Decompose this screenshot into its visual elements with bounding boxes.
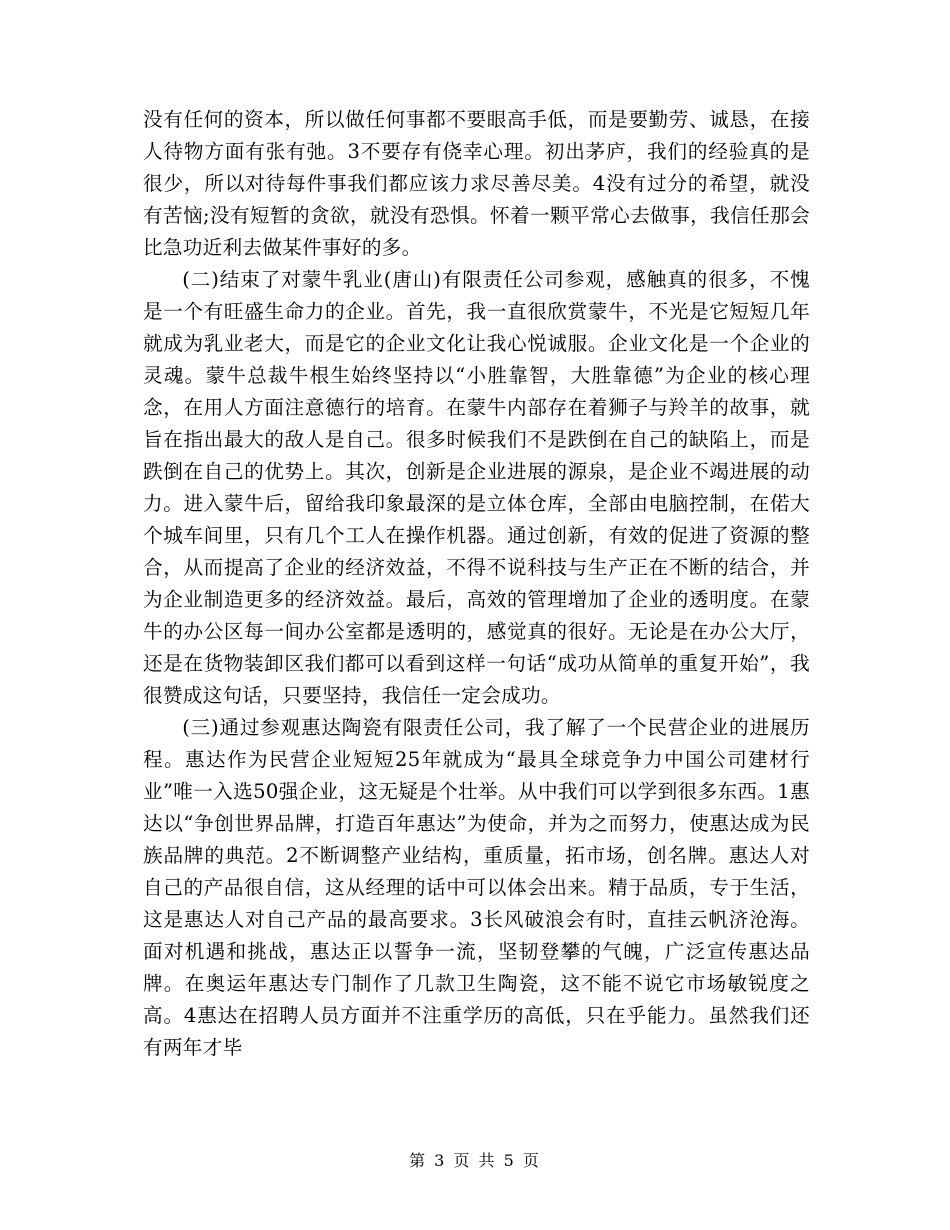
paragraph-continuation: 没有任何的资本，所以做任何事都不要眼高手低，而是要勤劳、诚恳，在接人待物方面有张有弛。3不要存有侥幸心理。初出茅庐，我们的经验真的是很少，所以对待每件事我们都应该力求尽善尽美。4没有过分的希望，就没有苦恼;没有短暂的贪欲，就没有恐惧。怀着一颗平常心去做事，我信任那会比急功近利去做某件事好的多。 [143,108,810,259]
paragraph-huida-visit: (三)通过参观惠达陶瓷有限责任公司，我了解了一个民营企业的进展历程。惠达作为民营企业短短25年就成为“最具全球竞争力中国公司建材行业”唯一入选50强企业，这无疑是个壮举。从中我们可以学到很多东西。1惠达以“争创世界品牌，打造百年惠达”为使命，并为之而努力，使惠达成为民族品牌的典范。2不断调整产业结构，重质量，拓市场，创名牌。惠达人对自己的产品很自信，这从经理的话中可以体会出来。精于品质，专于生活，这是惠达人对自己产品的最高要求。3长风破浪会有时，直挂云帆济沧海。面对机遇和挑战，惠达正以誓争一流，坚韧登攀的气魄，广泛宣传惠达品牌。在奥运年惠达专门制作了几款卫生陶瓷，这不能不说它市场敏锐度之高。4惠达在招聘人员方面并不注重学历的高低，只在乎能力。虽然我们还有两年才毕 [143,716,810,1059]
paragraph-mengniu-visit: (二)结束了对蒙牛乳业(唐山)有限责任公司参观，感触真的很多，不愧是一个有旺盛生命力的企业。首先，我一直很欣赏蒙牛，不光是它短短几年就成为乳业老大，而是它的企业文化让我心悦诚服。企业文化是一个企业的灵魂。蒙牛总裁牛根生始终坚持以“小胜靠智，大胜靠德”为企业的核心理念，在用人方面注意德行的培育。在蒙牛内部存在着狮子与羚羊的故事，就旨在指出最大的敌人是自己。很多时候我们不是跌倒在自己的缺陷上，而是跌倒在自己的优势上。其次，创新是企业进展的源泉，是企业不竭进展的动力。进入蒙牛后，留给我印象最深的是立体仓库，全部由电脑控制，在偌大个城车间里，只有几个工人在操作机器。通过创新，有效的促进了资源的整合，从而提高了企业的经济效益，不得不说科技与生产正在不断的结合，并为企业制造更多的经济效益。最后，高效的管理增加了企业的透明度。在蒙牛的办公区每一间办公室都是透明的，感觉真的很好。无论是在办公大厅，还是在货物装卸区我们都可以看到这样一句话“成功从简单的重复开始”，我很赞成这句话，只要坚持，我信任一定会成功。 [143,268,810,707]
page-number-footer: 第 3 页 共 5 页 [409,1151,541,1170]
document-body [143,104,810,1064]
